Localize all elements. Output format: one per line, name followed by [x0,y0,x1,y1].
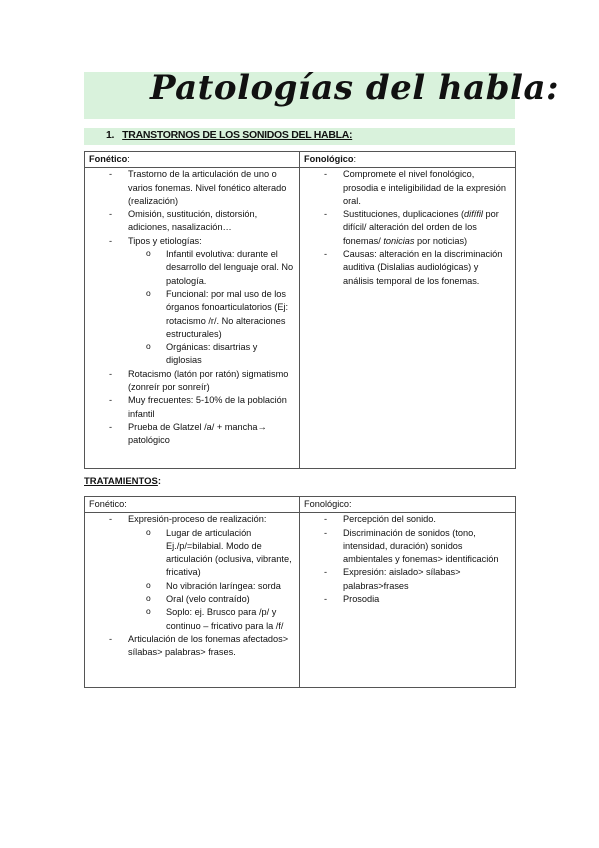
list-item: - Tipos y etiologías: o Infantil evolutiva: durante el desarrollo del lenguaje oral. No patología. o Funcional: por mal uso de los órganos fonoarticulatorios (Ej: rotacismo /r/. No alteraciones estructurales) o Orgánicas: disartrias y diglosias [85,235,299,368]
sub-list-item: o Orgánicas: disartrias y diglosias [128,341,295,368]
list-item: - Causas: alteración en la discriminación auditiva (Dislalias audiológicas) y análisis temporal de los fonemas. [300,248,515,288]
list-item: - Muy frecuentes: 5-10% de la población infantil [85,394,299,421]
treat-header-fonologico: Fonológico: [300,497,516,513]
header-fonetico: Fonético: [85,152,300,168]
treat-fonetico-list [85,513,299,659]
list-item: - Rotacismo (latón por ratón) sigmatismo (zonreír por sonreír) [85,368,299,395]
sub-list [128,527,295,633]
section-number: 1. [106,129,115,141]
sub-list [128,248,295,368]
fonetico-list [85,168,299,447]
list-item: - Articulación de los fonemas afectados> sílabas> palabras> frases. [85,633,299,660]
treat-fonologico-list [300,513,515,606]
sub-list-item: o No vibración laríngea: sorda [128,580,295,593]
list-item: - Sustituciones, duplicaciones (difífil por difícil/ alteración del orden de los fonemas/ tonicias por noticias) [300,208,515,248]
page-title: Patologías del habla: [150,68,560,108]
list-item: - Expresión-proceso de realización: o Lugar de articulación Ej./p/=bilabial. Modo de articulación (oclusiva, vibrante, fricativa) o No vibración laríngea: sorda o Oral (velo contraído) o Soplo: ej. Brusco para /p/ y continuo – fricativo para la /f/ [85,513,299,633]
sub-list-item: o Soplo: ej. Brusco para /p/ y continuo – fricativo para la /f/ [128,606,295,633]
list-item: - Compromete el nivel fonológico, prosodia e inteligibilidad de la expresión oral. [300,168,515,208]
fonologico-list [300,168,515,288]
treat-header-fonetico: Fonético: [85,497,300,513]
treatments-heading: TRATAMIENTOS: [84,476,162,487]
sub-list-item: o Funcional: por mal uso de los órganos fonoarticulatorios (Ej: rotacismo /r/. No alteraciones estructurales) [128,288,295,341]
header-fonologico: Fonológico: [300,152,516,168]
list-item: - Discriminación de sonidos (tono, intensidad, duración) sonidos ambientales y fonemas> identificación [300,527,515,567]
list-item: - Prosodia [300,593,515,606]
disorders-table [84,151,516,469]
sub-list-item: o Lugar de articulación Ej./p/=bilabial. Modo de articulación (oclusiva, vibrante, fricativa) [128,527,295,580]
sub-list-item: o Infantil evolutiva: durante el desarrollo del lenguaje oral. No patología. [128,248,295,288]
sub-list-item: o Oral (velo contraído) [128,593,295,606]
list-item: - Percepción del sonido. [300,513,515,526]
list-item: - Expresión: aislado> sílabas> palabras>frases [300,566,515,593]
list-item: - Omisión, sustitución, distorsión, adiciones, nasalización… [85,208,299,235]
section-heading [106,129,352,141]
section-heading-text: TRANSTORNOS DE LOS SONIDOS DEL HABLA: [122,129,353,141]
list-item: - Trastorno de la articulación de uno o varios fonemas. Nivel fonético alterado (realización) [85,168,299,208]
list-item: - Prueba de Glatzel /a/ + mancha→ patológico [85,421,299,448]
treatments-table [84,496,516,688]
